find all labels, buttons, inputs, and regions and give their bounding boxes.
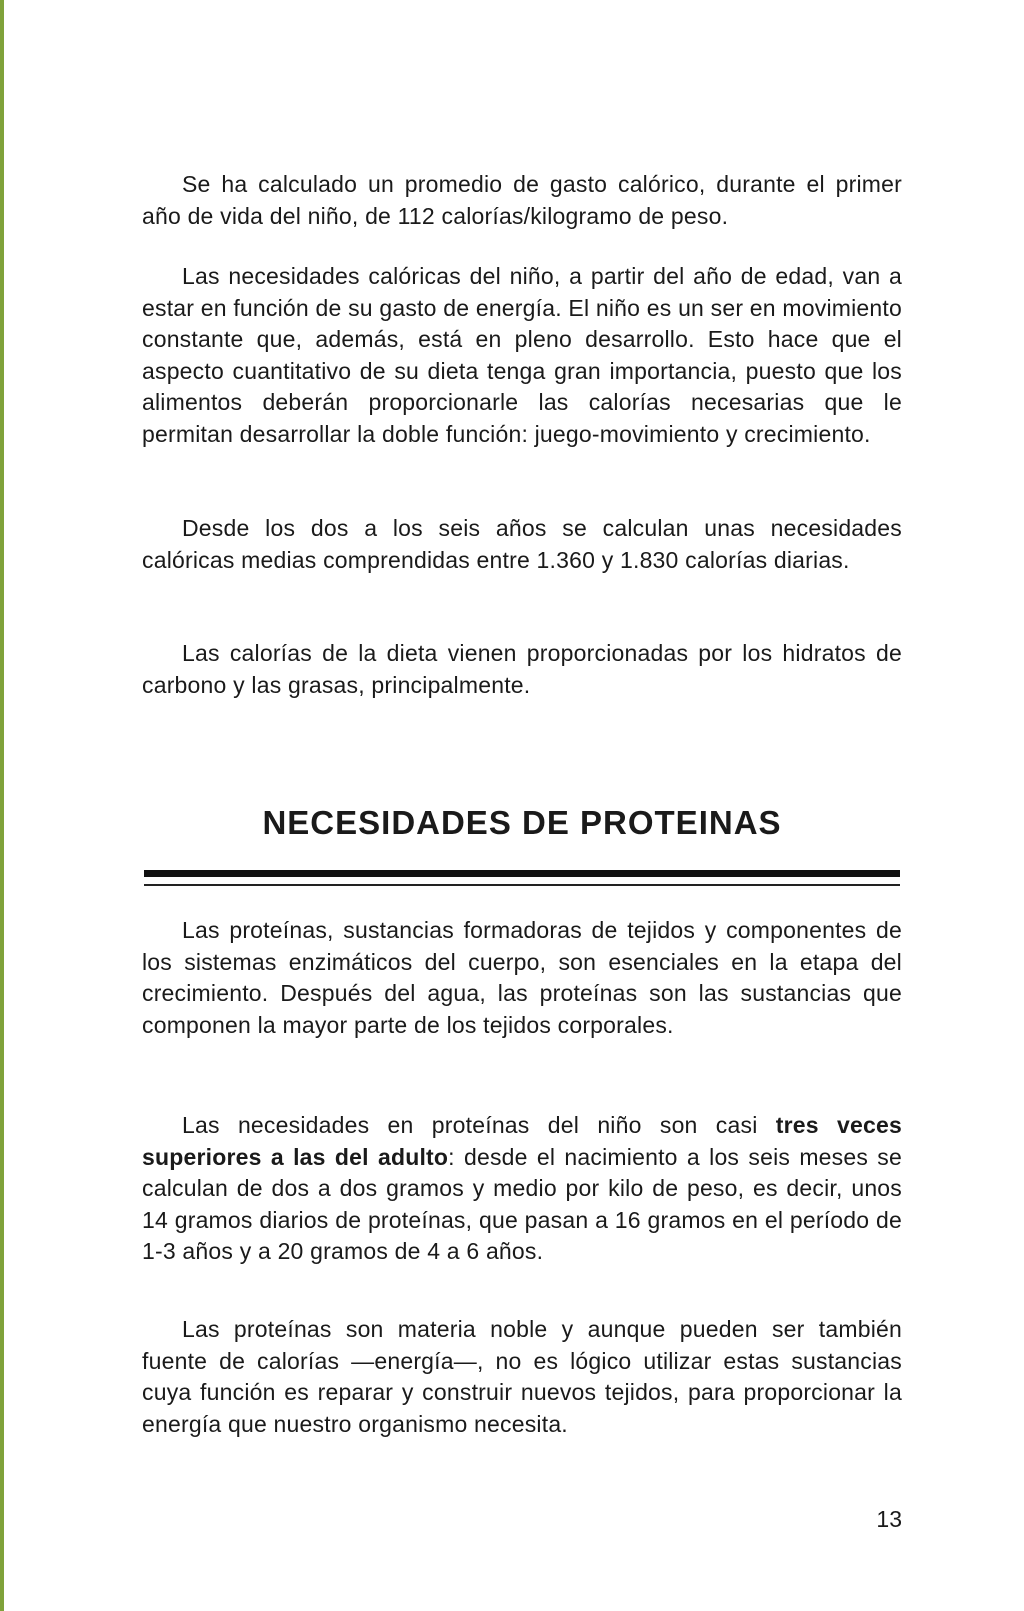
paragraph-caloric-needs: Las necesidades calóricas del niño, a partir del año de edad, van a estar en función de su gasto de energía. El niño es un ser en movimiento constante que, además, está en pleno desarrollo. Esto hace que el aspecto cuantitativo de su dieta tenga gran importancia, puesto que los alimentos deberán proporcionarle las calorías necesarias que le permitan desarrollar la doble función: juego-movimiento y crecimiento. [142,263,902,447]
page-edge-shadow [0,0,4,1611]
section-heading: NECESIDADES DE PROTEINAS [262,804,782,841]
page-number: 13 [876,1506,902,1532]
protein-needs-intro: Las necesidades en proteínas del niño son casi [182,1112,776,1138]
protein-needs-detail: : desde el nacimiento a los seis meses se calculan de dos a dos gramos y medio por kilo de peso, es decir, unos 14 gramos diarios de proteínas, que pasan a 16 gramos en el período de 1-3 años y a 20 gramos de 4 a 6 años. [142,1143,902,1265]
paragraph-protein-needs [142,1110,902,1268]
paragraph-proteins-definition: Las proteínas, sustancias formadoras de tejidos y componentes de los sistemas enzimáticos del cuerpo, son esenciales en la etapa del crecimiento. Después del agua, las proteínas son las sustancias que componen la mayor parte de los tejidos corporales. [142,917,902,1038]
paragraph-caloric-average: Se ha calculado un promedio de gasto calórico, durante el primer año de vida del niño, de 112 calorías/kilogramo de peso. [142,171,902,229]
heading-rule-thin [144,884,900,886]
paragraph-calorie-sources: Las calorías de la dieta vienen proporcionadas por los hidratos de carbono y las grasas, principalmente. [142,640,902,698]
heading-rule-thick [144,870,900,877]
paragraph-protein-function: Las proteínas son materia noble y aunque pueden ser también fuente de calorías —energía—, no es lógico utilizar estas sustancias cuya función es reparar y construir nuevos tejidos, para proporcionar la energía que nuestro organismo necesita. [142,1316,902,1437]
paragraph-caloric-range: Desde los dos a los seis años se calculan unas necesidades calóricas medias comprendidas entre 1.360 y 1.830 calorías diarias. [142,515,902,573]
protein-needs-emphasis: tres veces superiores a las del adulto [142,1112,902,1170]
